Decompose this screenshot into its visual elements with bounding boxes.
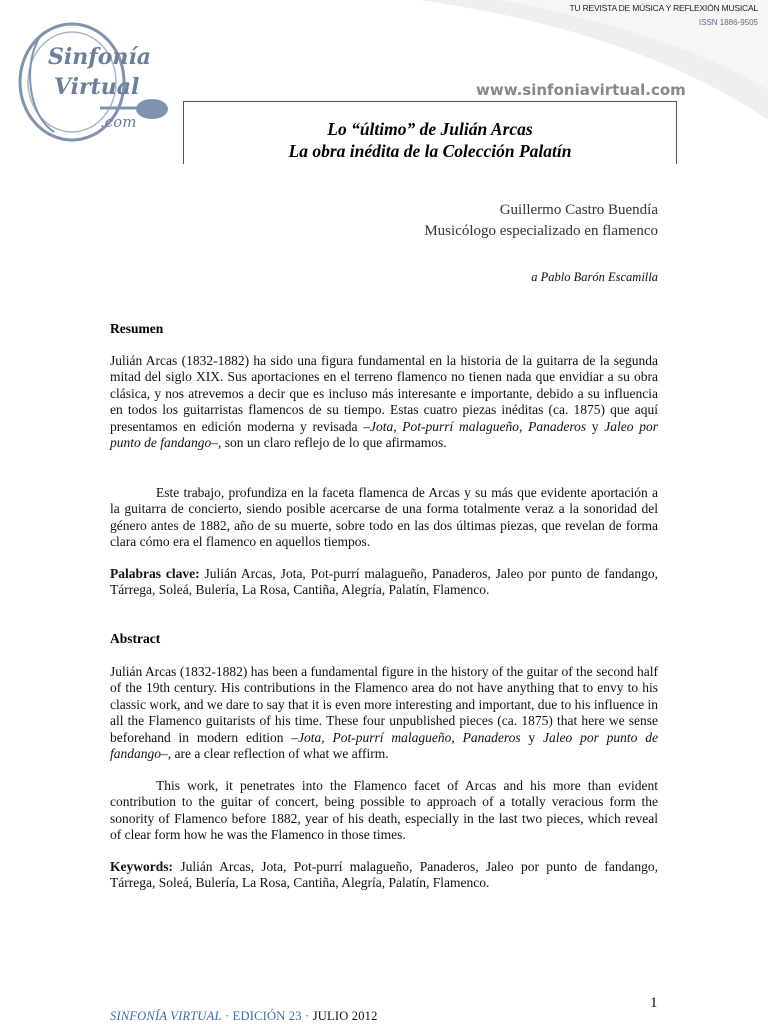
title-box [183, 101, 677, 164]
abstract-paragraph-1: Julián Arcas (1832-1882) has been a fundamental figure in the history of the guitar of the second half of the 19th century. His contributions in the Flamenco area do not have anything that to envy to his classic work, and we dare to say that it is even more interesting and important, due to his influence in all the Flamenco guitarists of his time. These four unpublished pieces (ca. 1875) that here we sense beforehand in modern edition –Jota, Pot-purrí malagueño, Panaderos y Jaleo por punto de fandango–, are a clear reflection of what we affirm. [110, 664, 659, 762]
abstract-heading: Abstract [110, 631, 161, 646]
footer-edition: EDICIÓN 23 [232, 1009, 302, 1023]
title-line-2: La obra inédita de la Colección Palatín [288, 141, 572, 161]
page-number: 1 [650, 995, 658, 1011]
abstract-paragraph-2: This work, it penetrates into the Flamenco facet of Arcas and his more than evident contribution to the guitar of concert, being possible to approach of a totally veracious form the sonority of Flamenco before 1882, year of his death, especially in the last two pieces, which reveal of clear form how he was the Flamenco in those times. [110, 778, 658, 843]
palabras-clave-label: Palabras clave: [110, 566, 200, 581]
author-name: Guillermo Castro Buendía [499, 202, 658, 218]
resumen-heading: Resumen [110, 321, 164, 336]
website-url: www.sinfoniavirtual.com [476, 81, 686, 99]
title-line-1: Lo “último” de Julián Arcas [327, 119, 533, 139]
resumen-paragraph-1: Julián Arcas (1832-1882) ha sido una figura fundamental en la historia de la guitarra de la segunda mitad del siglo XIX. Sus aportaciones en el terreno flamenco no tienen nada que envidiar a su obra clásica, y nos atrevemos a decir que es incluso más interesante e importante, debido a su influencia en todos los guitarristas flamencos de su tiempo. Estas cuatro piezas inéditas (ca. 1875) que aquí presentamos en edición moderna y revisada –Jota, Pot-purrí malagueño, Panaderos y Jaleo por punto de fandango–, son un claro reflejo de lo que afirmamos. [110, 353, 658, 451]
logo-text-virtual: Virtual [54, 74, 140, 100]
resumen-paragraph-2: Este trabajo, profundiza en la faceta flamenca de Arcas y su más que evidente aportación a la guitarra de concierto, siendo posible acercarse de una forma totalmente veraz a la sonoridad del género antes de 1882, año de su muerte, sobre todo en las dos últimas piezas, que revelan de forma clara cómo era el flamenco en aquellos tiempos. [110, 485, 658, 550]
footer-date: JULIO 2012 [312, 1009, 378, 1023]
author-role: Musicólogo especializado en flamenco [424, 223, 658, 239]
keywords-label: Keywords: [110, 859, 173, 874]
logo-text-sinfonia: Sinfonía [48, 44, 151, 70]
author-block [424, 200, 658, 242]
sinfonia-virtual-logo [14, 12, 174, 147]
dedication: a Pablo Barón Escamilla [531, 270, 658, 284]
footer: SINFONÍA VIRTUAL · EDICIÓN 23 · JULIO 2012 [110, 1009, 378, 1023]
issn: ISSN 1886-9505 [698, 18, 758, 27]
journal-tagline: TU REVISTA DE MÚSICA Y REFLEXIÓN MUSICAL [569, 3, 758, 13]
palabras-clave: Palabras clave: Julián Arcas, Jota, Pot-purrí malagueño, Panaderos, Jaleo por punto de fandango, Tárrega, Soleá, Bulería, La Rosa, Cantiña, Alegría, Palatín, Flamenco. [110, 566, 658, 598]
keywords: Keywords: Julián Arcas, Jota, Pot-purrí malagueño, Panaderos, Jaleo por punto de fandango, Tárrega, Soleá, Bulería, La Rosa, Cantiña, Alegría, Palatín, Flamenco. [110, 859, 658, 891]
logo-text-com: .com [100, 113, 137, 131]
footer-journal: SINFONÍA VIRTUAL [110, 1009, 222, 1023]
